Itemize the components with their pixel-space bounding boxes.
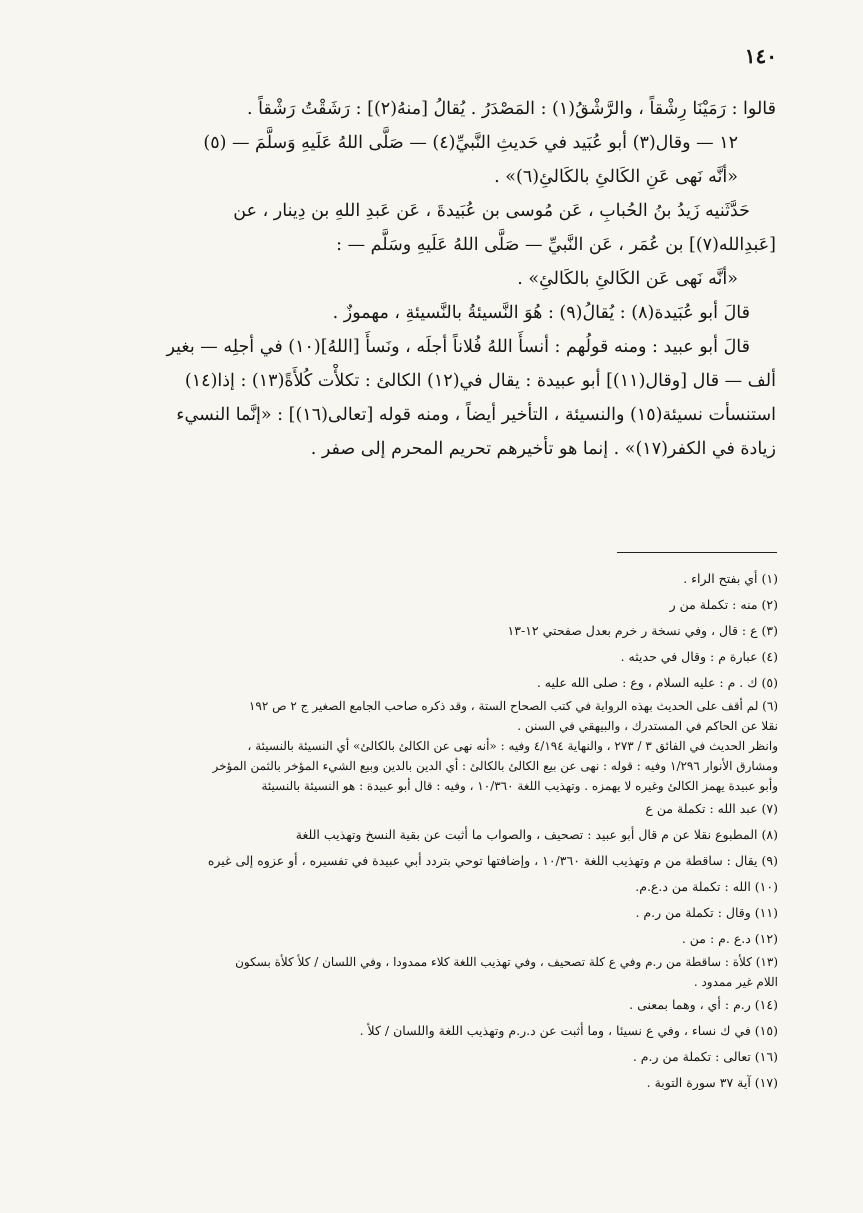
footnote-separator xyxy=(617,552,777,553)
text-line: ألف — قال [وقال(١١)] أبو عبيدة : يقال في(١٢) الكالئ : تكلأْت كُلأَةً(١٣) : إذا(١٤) xyxy=(184,371,776,391)
footnote-continuation: اللام غير ممدود . xyxy=(693,975,778,989)
footnote: (١١) وقال : تكملة من ر.م . xyxy=(635,905,778,920)
text-line: قالَ أبو عُبَيدة(٨) : يُقالُ(٩) : هُوَ النَّسيئةُ بالنَّسيئةِ ، مهموزٌ . xyxy=(332,303,750,323)
text-line: حَدَّثَنيه زَيدُ بنُ الحُبابِ ، عَن مُوسى بن عُبَيدةَ ، عَن عَبدِ اللهِ بن دِينار ، عن xyxy=(233,201,750,221)
footnote: (٨) المطبوع نقلا عن م قال أبو عبيد : تصحيف ، والصواب ما أثبت عن بقية النسخ وتهذيب اللغة xyxy=(295,827,778,842)
footnote: (١٢) د.ع .م : من . xyxy=(681,931,778,946)
hadith-quote: «أنَّه نَهى عَنِ الكَالئِ بالكَالئِ(٦)» . xyxy=(494,167,738,187)
footnote: (١٠) الله : تكملة من د.ع.م. xyxy=(635,879,778,894)
text-line: ١٢ — وقال(٣) أبو عُبَيد في حَديثِ النَّبيِّ(٤) — صَلَّى اللهُ عَلَيهِ وَسلَّمَ — (٥) xyxy=(203,133,738,153)
text-line: استنسأت نسيئة(١٥) والنسيئة ، التأخير أيضاً ، ومنه قوله [تعالى(١٦)] : «إنَّما النسيء xyxy=(176,405,776,425)
footnote: (٤) عبارة م : وقال في حديثه . xyxy=(620,649,778,664)
footnote: (١٥) في ك نساء ، وفي ع نسيئا ، وما أثبت عن د.ر.م وتهذيب اللغة واللسان / كلأ . xyxy=(359,1023,778,1038)
footnote: (٦) لم أقف على الحديث بهذه الرواية في كتب الصحاح الستة ، وقد ذكره صاحب الجامع الصغير ج ٢ ص ١٩٢ xyxy=(248,699,778,713)
footnote: (١٦) تعالى : تكملة من ر.م . xyxy=(632,1049,778,1064)
footnote: (٣) ع : قال ، وفي نسخة ر خرم بعدل صفحتي ١٢-١٣ xyxy=(507,623,778,638)
page-number: ١٤٠ xyxy=(744,44,777,68)
footnote-continuation: وأبو عبيدة يهمز الكالئ وغيره لا يهمزه . وتهذيب اللغة ١٠/٣٦٠ ، وفيه : قال أبو عبيدة : هو النسيئة بالنسيئة xyxy=(261,779,778,793)
footnote: (٩) يقال : ساقطة من م وتهذيب اللغة ١٠/٣٦٠ ، وإضافتها توحي بتردد أبي عبيدة في تفسيره ، أو عزوه إلى غيره xyxy=(207,853,778,868)
text-line: قالَ أبو عبيد : ومنه قولُهم : أنسأَ اللهُ فُلاناً أجلَه ، ونَسأَ [اللهُ](١٠) في أجلِه — بغير xyxy=(166,337,750,357)
footnote: (١٣) كلأة : ساقطة من ر.م وفي ع كلة تصحيف ، وفي تهذيب اللغة كلاء ممدودا ، وفي اللسان / كلأ كلأة بسكون xyxy=(235,955,778,969)
footnote-continuation: ومشارق الأنوار ١/٢٩٦ وفيه : قوله : نهى عن بيع الكالئ بالكالئ : أي الدين بالدين وبيع الشيء المؤخر بالثمن المؤخر xyxy=(212,759,778,773)
footnote: (١٧) آية ٣٧ سورة التوبة . xyxy=(646,1075,778,1090)
text-line: [عَبدِالله(٧)] بن عُمَر ، عَن النَّبيِّ — صَلَّى اللهُ عَلَيهِ وسَلَّم — : xyxy=(336,235,776,255)
footnote: (١٤) ر.م : أي ، وهما بمعنى . xyxy=(629,997,778,1012)
footnote: (٢) منه : تكملة من ر xyxy=(669,597,778,612)
footnote: (٧) عبد الله : تكملة من ع xyxy=(645,801,778,816)
text-line: زيادة في الكفر(١٧)» . إنما هو تأخيرهم تحريم المحرم إلى صفر . xyxy=(310,439,776,459)
footnote-continuation: نقلا عن الحاكم في المستدرك ، والبيهقي في السنن . xyxy=(517,719,778,733)
footnote-continuation: وانظر الحديث في الفائق ٣ / ٢٧٣ ، والنهاية ٤/١٩٤ وفيه : «أنه نهى عن الكالئ بالكالئ» أي النسيئة بالنسيئة ، xyxy=(247,739,778,753)
main-text xyxy=(76,92,776,466)
footnote: (٥) ك . م : عليه السلام ، وع : صلى الله عليه . xyxy=(536,675,778,690)
hadith-quote: «أنَّه نَهى عَن الكَالئِ بالكَالئِ» . xyxy=(517,269,738,289)
text-line: قالوا : رَمَيْنَا رِشْقاً ، والرَّشْقُ(١) : المَصْدَرُ . يُقالُ [منهُ(٢)] : رَشَقْتُ رَشْقاً . xyxy=(246,99,776,119)
footnotes xyxy=(80,566,778,1096)
footnote: (١) أي بفتح الراء . xyxy=(683,571,778,586)
